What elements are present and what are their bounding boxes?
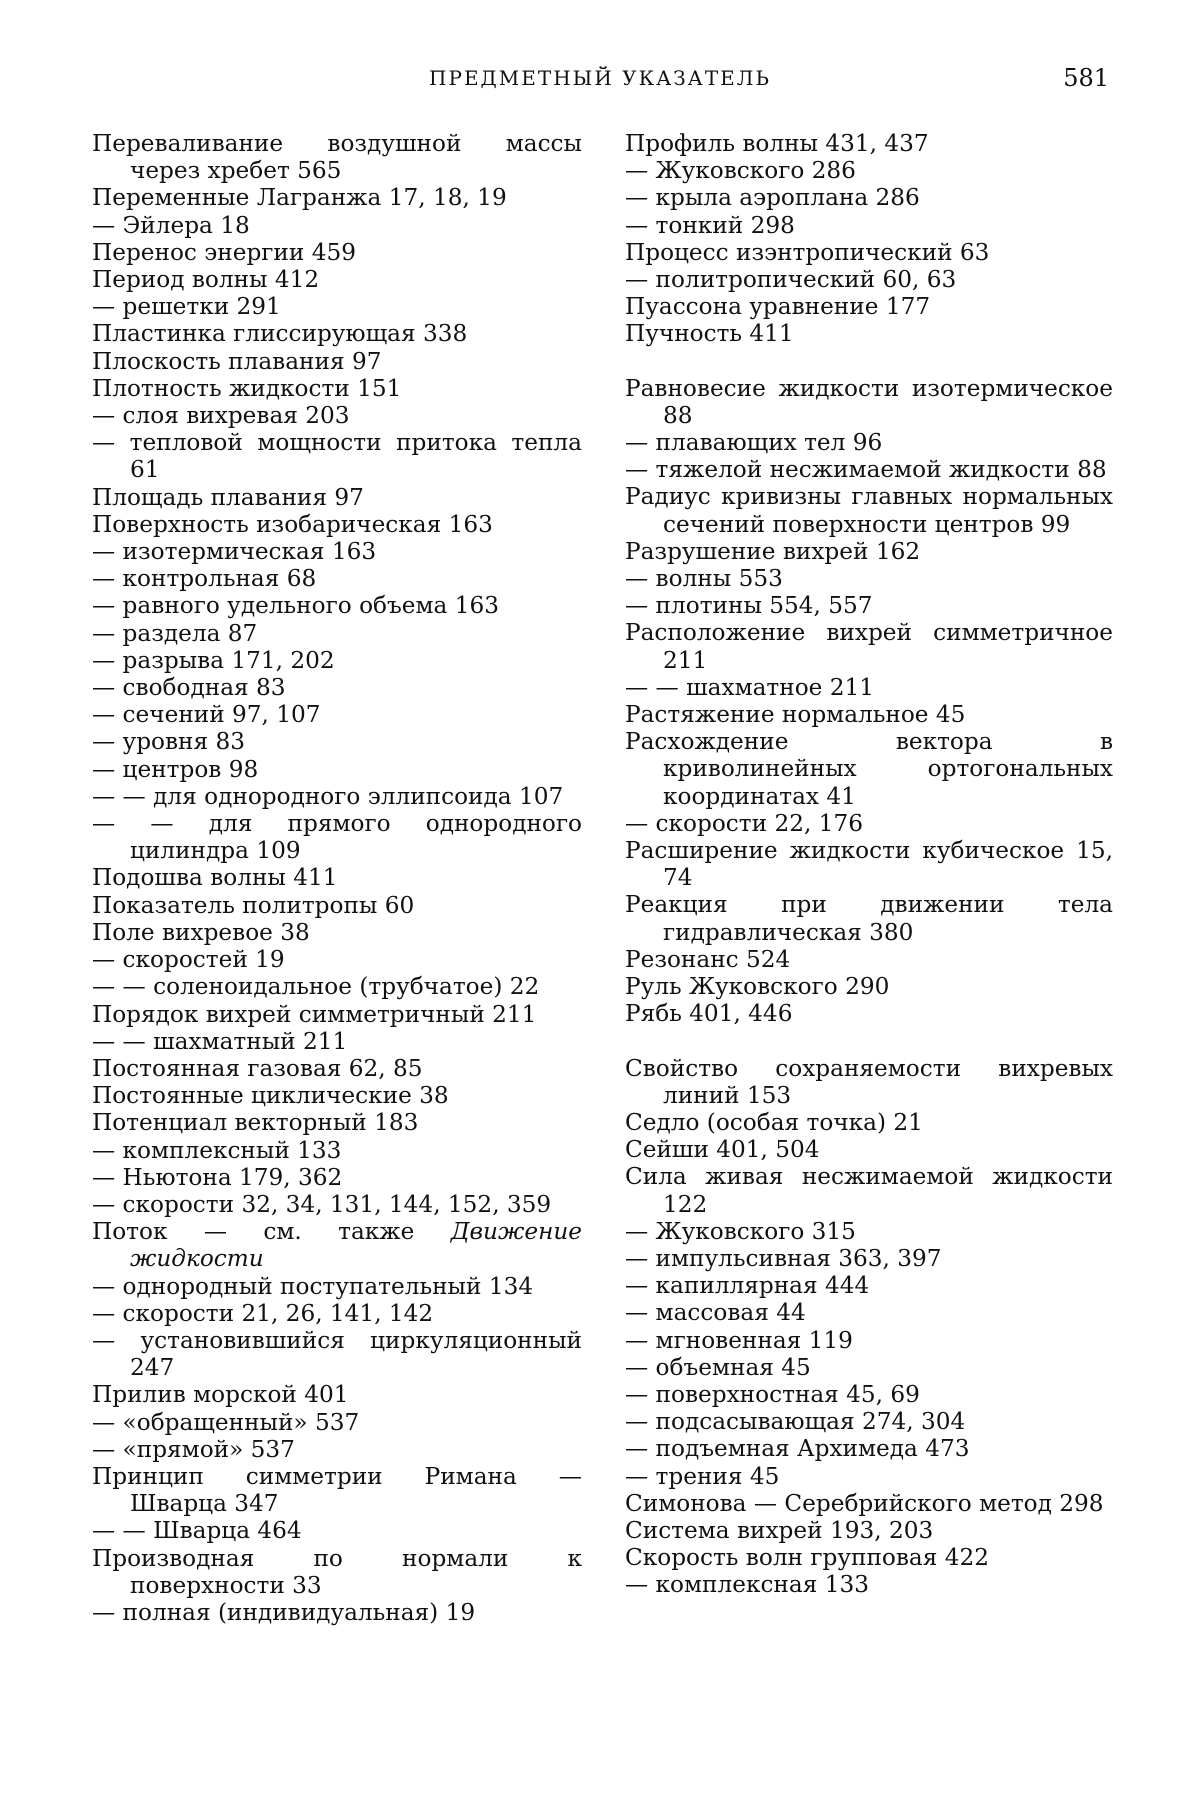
index-entry-text: — — Шварца 464 — [92, 1517, 302, 1545]
index-entry — [625, 810, 1113, 837]
running-title: ПРЕДМЕТНЫЙ УКАЗАТЕЛЬ — [429, 66, 771, 90]
index-entry-text: — комплексная 133 — [625, 1571, 869, 1599]
index-entry-text: Подошва волны 411 — [92, 864, 338, 892]
index-entry — [625, 538, 1113, 565]
index-entry — [92, 1055, 582, 1082]
index-entry-text: — плавающих тел 96 — [625, 429, 883, 457]
index-entry-text: — слоя вихревая 203 — [92, 402, 350, 430]
index-entry-text: Равновесие жидкости изотермическое 88 — [625, 374, 1113, 429]
index-entry — [625, 157, 1113, 184]
index-entry-text: Симонова — Серебрийского метод 298 — [625, 1489, 1104, 1517]
index-entry — [92, 1164, 582, 1191]
index-entry — [92, 728, 582, 755]
index-entry-text: Пуассона уравнение 177 — [625, 293, 931, 321]
index-entry-text: Сейши 401, 504 — [625, 1136, 820, 1164]
index-entry-text: — плотины 554, 557 — [625, 592, 873, 620]
index-entry-text: — массовая 44 — [625, 1299, 806, 1327]
index-entry-text: Перенос энергии 459 — [92, 238, 356, 266]
index-entry — [625, 130, 1113, 157]
page-header — [0, 66, 1200, 96]
index-entry-text: Руль Жуковского 290 — [625, 973, 890, 1001]
index-entry — [625, 1463, 1113, 1490]
index-entry-text: — решетки 291 — [92, 293, 281, 321]
index-entry — [625, 1327, 1113, 1354]
index-entry-text: Пластинка глиссирующая 338 — [92, 320, 468, 348]
index-entry — [625, 429, 1113, 456]
index-entry — [92, 1191, 582, 1218]
index-entry — [625, 1136, 1113, 1163]
index-entry — [625, 483, 1113, 537]
index-entry — [625, 592, 1113, 619]
index-entry — [625, 1408, 1113, 1435]
index-entry-text: — скоростей 19 — [92, 946, 285, 974]
index-entry — [625, 1544, 1113, 1571]
index-entry-text: — объемная 45 — [625, 1353, 811, 1381]
index-entry — [92, 592, 582, 619]
index-entry — [625, 184, 1113, 211]
index-entry — [625, 1354, 1113, 1381]
section-gap — [625, 1028, 1113, 1055]
index-entry-text: — крыла аэроплана 286 — [625, 184, 920, 212]
index-entry-text: Скорость волн групповая 422 — [625, 1544, 990, 1572]
index-entry — [92, 266, 582, 293]
index-entry-text: Прилив морской 401 — [92, 1381, 349, 1409]
index-entry-text: — скорости 21, 26, 141, 142 — [92, 1299, 434, 1327]
index-entry-text: — — для прямого однородного цилиндра 109 — [92, 810, 582, 865]
index-entry — [625, 837, 1113, 891]
index-column-left — [92, 130, 582, 1626]
index-entry — [92, 946, 582, 973]
index-entry — [92, 1517, 582, 1544]
index-entry — [92, 402, 582, 429]
index-entry — [625, 619, 1113, 673]
index-entry — [625, 1163, 1113, 1217]
index-entry — [92, 212, 582, 239]
index-entry-text: — «обращенный» 537 — [92, 1408, 360, 1436]
index-entry-text: Поле вихревое 38 — [92, 918, 310, 946]
index-entry-text: — Эйлера 18 — [92, 211, 250, 239]
index-entry — [92, 620, 582, 647]
index-entry-text: Переваливание воздушной массы через хребет 565 — [92, 130, 582, 185]
index-entry-text: Рябь 401, 446 — [625, 1000, 793, 1028]
index-entry — [92, 429, 582, 483]
index-entry — [92, 973, 582, 1000]
index-column-right — [625, 130, 1113, 1599]
index-entry — [92, 892, 582, 919]
index-entry-text: Порядок вихрей симметричный 211 — [92, 1000, 537, 1028]
index-entry-text: Растяжение нормальное 45 — [625, 701, 966, 729]
index-entry — [92, 1381, 582, 1408]
index-entry — [92, 348, 582, 375]
index-entry — [625, 1435, 1113, 1462]
index-entry-text: Площадь плавания 97 — [92, 483, 364, 511]
index-entry-text: — раздела 87 — [92, 619, 258, 647]
index-entry-text: — подъемная Архимеда 473 — [625, 1435, 970, 1463]
index-entry-cross-reference: Движение жидкости — [130, 1218, 582, 1273]
index-entry — [92, 538, 582, 565]
index-entry-text: Период волны 412 — [92, 266, 320, 294]
index-entry — [92, 1300, 582, 1327]
index-entry-text: Система вихрей 193, 203 — [625, 1516, 934, 1544]
index-entry-text: — капиллярная 444 — [625, 1272, 870, 1300]
index-entry-text: — Жуковского 315 — [625, 1217, 856, 1245]
index-entry-text: — — шахматное 211 — [625, 673, 875, 701]
index-entry — [625, 320, 1113, 347]
index-entry-text: Реакция при движении тела гидравлическая 380 — [625, 891, 1113, 946]
index-entry — [625, 1272, 1113, 1299]
index-entry-text: Расхождение вектора в криволинейных ортогональных координатах 41 — [625, 728, 1113, 810]
index-entry-text: Расположение вихрей симметричное 211 — [625, 619, 1113, 674]
index-entry-text: — Жуковского 286 — [625, 157, 856, 185]
index-entry-text: — равного удельного объема 163 — [92, 592, 499, 620]
index-entry — [92, 1082, 582, 1109]
index-entry-text: — тяжелой несжимаемой жидкости 88 — [625, 456, 1107, 484]
index-entry — [625, 1245, 1113, 1272]
index-entry-text: Производная по нормали к поверхности 33 — [92, 1544, 582, 1599]
index-entry — [92, 130, 582, 184]
index-entry-text: — полная (индивидуальная) 19 — [92, 1598, 476, 1626]
index-entry — [92, 647, 582, 674]
index-entry — [625, 266, 1113, 293]
index-entry-text: Расширение жидкости кубическое 15, 74 — [625, 837, 1113, 892]
index-entry-text: Поток — см. также — [92, 1218, 451, 1246]
index-entry — [625, 1490, 1113, 1517]
index-entry-text: — — шахматный 211 — [92, 1027, 348, 1055]
index-entry-text: — политропический 60, 63 — [625, 266, 957, 294]
index-entry — [625, 701, 1113, 728]
index-entry — [92, 1327, 582, 1381]
index-entry — [92, 1273, 582, 1300]
index-entry-text: — — соленоидальное (трубчатое) 22 — [92, 973, 540, 1001]
index-entry — [92, 674, 582, 701]
index-entry-text: — поверхностная 45, 69 — [625, 1380, 920, 1408]
index-entry — [625, 1055, 1113, 1109]
index-entry — [625, 728, 1113, 810]
index-entry — [625, 1517, 1113, 1544]
index-entry — [625, 1109, 1113, 1136]
index-entry-text: — контрольная 68 — [92, 565, 317, 593]
section-gap — [625, 348, 1113, 375]
index-entry-text: — разрыва 171, 202 — [92, 646, 335, 674]
index-entry-text: Потенциал векторный 183 — [92, 1109, 419, 1137]
index-entry-text: — уровня 83 — [92, 728, 246, 756]
index-entry — [92, 184, 582, 211]
index-entry-text: — свободная 83 — [92, 674, 286, 702]
index-entry — [92, 1545, 582, 1599]
index-entry-text: Переменные Лагранжа 17, 18, 19 — [92, 184, 507, 212]
index-entry — [92, 1218, 582, 1272]
index-entry — [92, 1028, 582, 1055]
index-entry-text: Принцип симметрии Римана — Шварца 347 — [92, 1462, 582, 1518]
index-entry — [92, 293, 582, 320]
index-entry-text: — Ньютона 179, 362 — [92, 1163, 343, 1191]
index-entry-text: Резонанс 524 — [625, 945, 791, 973]
index-entry-text: — скорости 32, 34, 131, 144, 152, 359 — [92, 1190, 552, 1218]
index-entry — [625, 1381, 1113, 1408]
index-entry — [625, 565, 1113, 592]
index-entry — [92, 701, 582, 728]
index-entry-text: Радиус кривизны главных нормальных сечений поверхности центров 99 — [625, 483, 1113, 538]
index-entry — [92, 1463, 582, 1517]
index-entry-text: — подсасывающая 274, 304 — [625, 1408, 966, 1436]
index-entry — [625, 946, 1113, 973]
index-entry — [625, 674, 1113, 701]
index-entry — [92, 1409, 582, 1436]
index-entry — [92, 565, 582, 592]
index-entry-text: — комплексный 133 — [92, 1136, 342, 1164]
index-entry — [625, 973, 1113, 1000]
index-entry-text: Постоянные циклические 38 — [92, 1082, 449, 1110]
index-entry-text: Седло (особая точка) 21 — [625, 1108, 923, 1136]
index-entry — [92, 919, 582, 946]
index-entry — [625, 891, 1113, 945]
index-entry-text: Плоскость плавания 97 — [92, 347, 382, 375]
index-entry — [92, 1436, 582, 1463]
index-entry — [92, 864, 582, 891]
index-entry-text: — однородный поступательный 134 — [92, 1272, 534, 1300]
index-entry-text: — скорости 22, 176 — [625, 809, 863, 837]
index-entry — [92, 783, 582, 810]
index-entry-text: — сечений 97, 107 — [92, 701, 321, 729]
index-entry-text: — тонкий 298 — [625, 211, 795, 239]
index-entry-text: — центров 98 — [92, 755, 259, 783]
index-entry — [92, 511, 582, 538]
index-entry — [92, 756, 582, 783]
index-entry — [625, 1299, 1113, 1326]
index-entry-text: Разрушение вихрей 162 — [625, 537, 921, 565]
index-entry — [92, 320, 582, 347]
index-entry — [92, 484, 582, 511]
index-entry-text: Показатель политропы 60 — [92, 891, 415, 919]
index-entry — [625, 1000, 1113, 1027]
index-entry-text: Пучность 411 — [625, 320, 794, 348]
index-entry — [625, 212, 1113, 239]
index-entry — [625, 1571, 1113, 1598]
index-entry-text: Постоянная газовая 62, 85 — [92, 1054, 423, 1082]
index-entry-text: Поверхность изобарическая 163 — [92, 510, 493, 538]
index-entry — [625, 239, 1113, 266]
index-entry-text: Профиль волны 431, 437 — [625, 130, 929, 157]
index-entry — [92, 810, 582, 864]
index-entry-text: — мгновенная 119 — [625, 1326, 853, 1354]
index-entry — [625, 456, 1113, 483]
index-entry — [625, 375, 1113, 429]
index-entry — [92, 239, 582, 266]
index-entry — [92, 1109, 582, 1136]
index-entry — [625, 293, 1113, 320]
index-entry-text: Процесс изэнтропический 63 — [625, 238, 990, 266]
index-entry — [92, 375, 582, 402]
index-entry — [625, 1218, 1113, 1245]
index-entry-text: Свойство сохраняемости вихревых линий 153 — [625, 1054, 1113, 1109]
page-number: 581 — [1063, 64, 1109, 92]
index-entry — [92, 1599, 582, 1626]
index-entry-text: Плотность жидкости 151 — [92, 374, 402, 402]
index-entry-text: — — для однородного эллипсоида 107 — [92, 782, 564, 810]
index-entry-text: — «прямой» 537 — [92, 1435, 295, 1463]
index-entry-text: Сила живая несжимаемой жидкости 122 — [625, 1163, 1113, 1218]
index-entry-text: — изотермическая 163 — [92, 538, 377, 566]
index-entry — [92, 1001, 582, 1028]
index-entry-text: — волны 553 — [625, 565, 783, 593]
index-entry — [92, 1137, 582, 1164]
index-entry-text: — установившийся циркуляционный 247 — [92, 1326, 582, 1382]
index-entry-text: — трения 45 — [625, 1462, 780, 1490]
index-entry-text: — тепловой мощности притока тепла 61 — [92, 429, 582, 484]
index-entry-text: — импульсивная 363, 397 — [625, 1244, 942, 1272]
